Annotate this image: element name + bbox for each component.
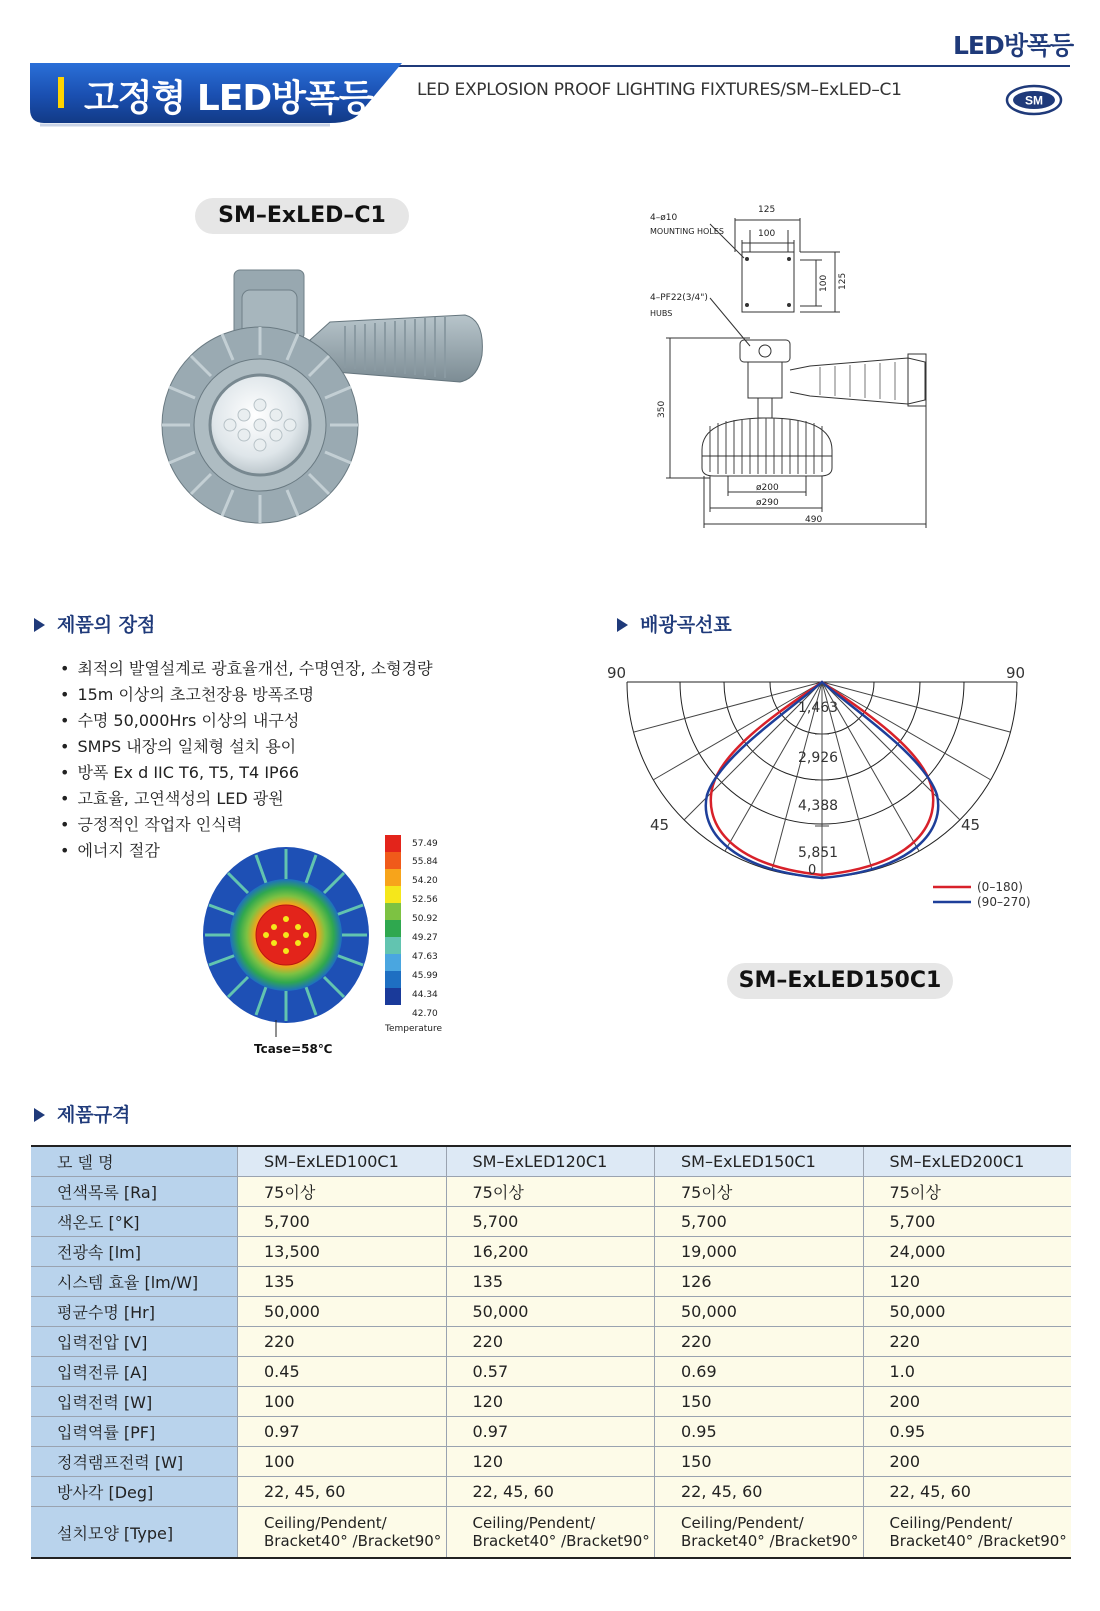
table-cell: 0.95 bbox=[655, 1417, 864, 1447]
table-cell: 75이상 bbox=[238, 1177, 447, 1207]
table-row bbox=[31, 1447, 1071, 1477]
triangle-bullet-icon bbox=[617, 618, 628, 632]
table-cell: 100 bbox=[238, 1387, 447, 1417]
list-item: • 수명 50,000Hrs 이상의 내구성 bbox=[60, 708, 433, 734]
triangle-bullet-icon bbox=[34, 1108, 45, 1122]
row-label: 설치모양 [Type] bbox=[31, 1507, 238, 1559]
scale-value: 47.63 bbox=[412, 952, 438, 962]
dim-200: ø200 bbox=[756, 483, 779, 493]
dim-100-top: 100 bbox=[758, 229, 776, 239]
category-title: LED방폭등 bbox=[953, 31, 1074, 60]
table-cell: 0.97 bbox=[446, 1417, 655, 1447]
table-cell: 120 bbox=[446, 1387, 655, 1417]
scale-value: 54.20 bbox=[412, 876, 438, 886]
title-accent-bar bbox=[58, 77, 64, 108]
table-cell: Ceiling/Pendent/ Bracket40° /Bracket90° bbox=[238, 1507, 447, 1559]
table-cell: 24,000 bbox=[863, 1237, 1071, 1267]
dim-350: 350 bbox=[657, 400, 667, 418]
page-subtitle: LED EXPLOSION PROOF LIGHTING FIXTURES/SM–ExLED–C1 bbox=[417, 80, 902, 100]
table-row bbox=[31, 1507, 1071, 1559]
scale-swatch bbox=[385, 852, 401, 869]
list-item: • 고효율, 고연색성의 LED 광원 bbox=[60, 786, 433, 812]
row-label: 입력전류 [A] bbox=[31, 1357, 238, 1387]
table-cell: 150 bbox=[655, 1387, 864, 1417]
tcase-label: Tcase=58℃ bbox=[254, 1042, 333, 1056]
angle-label: 45 bbox=[961, 816, 981, 834]
table-cell: 19,000 bbox=[655, 1237, 864, 1267]
legend-label: (90–270) bbox=[977, 895, 1031, 909]
dimension-drawing bbox=[640, 200, 960, 540]
row-label: 연색목록 [Ra] bbox=[31, 1177, 238, 1207]
list-item: • 긍정적인 작업자 인식력 bbox=[60, 812, 433, 838]
table-row bbox=[31, 1387, 1071, 1417]
dim-hubs: 4–PF22(3/4") bbox=[650, 293, 708, 303]
table-cell: 22, 45, 60 bbox=[863, 1477, 1071, 1507]
table-cell: 22, 45, 60 bbox=[446, 1477, 655, 1507]
table-cell: 0.97 bbox=[238, 1417, 447, 1447]
table-row bbox=[31, 1417, 1071, 1447]
scale-swatch bbox=[385, 869, 401, 886]
row-label: 정격램프전력 [W] bbox=[31, 1447, 238, 1477]
triangle-bullet-icon bbox=[34, 618, 45, 632]
angle-label: 45 bbox=[650, 816, 670, 834]
table-cell: 126 bbox=[655, 1267, 864, 1297]
table-cell: 1.0 bbox=[863, 1357, 1071, 1387]
row-label: 색온도 [°K] bbox=[31, 1207, 238, 1237]
row-label: 입력전압 [V] bbox=[31, 1327, 238, 1357]
list-item: • 에너지 절감 bbox=[60, 838, 433, 864]
spec-table bbox=[31, 1145, 1071, 1559]
table-cell: 75이상 bbox=[446, 1177, 655, 1207]
list-item: • 최적의 발열설계로 광효율개선, 수명연장, 소형경량 bbox=[60, 656, 433, 682]
table-cell: 200 bbox=[863, 1387, 1071, 1417]
table-cell: 150 bbox=[655, 1447, 864, 1477]
chart-legend bbox=[933, 880, 1031, 909]
table-cell: 22, 45, 60 bbox=[238, 1477, 447, 1507]
table-row bbox=[31, 1357, 1071, 1387]
row-label: 전광속 [lm] bbox=[31, 1237, 238, 1267]
table-row bbox=[31, 1477, 1071, 1507]
scale-caption: Temperature bbox=[385, 1024, 443, 1034]
table-cell: 120 bbox=[863, 1267, 1071, 1297]
scale-swatch bbox=[385, 920, 401, 937]
scale-swatch bbox=[385, 886, 401, 903]
table-cell: 50,000 bbox=[655, 1297, 864, 1327]
table-cell: Ceiling/Pendent/ Bracket40° /Bracket90° bbox=[863, 1507, 1071, 1559]
dim-290: ø290 bbox=[756, 498, 779, 508]
table-row bbox=[31, 1327, 1071, 1357]
ring-label: 2,926 bbox=[798, 750, 839, 766]
scale-value: 52.56 bbox=[412, 895, 438, 905]
table-row bbox=[31, 1297, 1071, 1327]
table-cell: 16,200 bbox=[446, 1237, 655, 1267]
page-title: 고정형 LED방폭등 bbox=[84, 78, 373, 119]
scale-swatch bbox=[385, 971, 401, 988]
table-row bbox=[31, 1237, 1071, 1267]
advantages-list bbox=[60, 656, 433, 864]
table-cell: 50,000 bbox=[238, 1297, 447, 1327]
table-cell: 135 bbox=[238, 1267, 447, 1297]
product-model-pill: SM–ExLED–C1 bbox=[195, 198, 409, 234]
table-row bbox=[31, 1267, 1071, 1297]
dim-125-side: 125 bbox=[838, 272, 848, 290]
table-cell: 50,000 bbox=[863, 1297, 1071, 1327]
table-cell: 22, 45, 60 bbox=[655, 1477, 864, 1507]
row-label: 평균수명 [Hr] bbox=[31, 1297, 238, 1327]
scale-swatch bbox=[385, 835, 401, 852]
table-header-label: 모 델 명 bbox=[31, 1146, 238, 1177]
table-header-cell: SM–ExLED120C1 bbox=[446, 1146, 655, 1177]
scale-value: 49.27 bbox=[412, 933, 438, 943]
zero-label: 0 bbox=[808, 863, 817, 878]
scale-swatch bbox=[385, 937, 401, 954]
table-cell: 75이상 bbox=[863, 1177, 1071, 1207]
angle-label: 90 bbox=[607, 664, 627, 682]
table-cell: 0.45 bbox=[238, 1357, 447, 1387]
table-cell: 0.57 bbox=[446, 1357, 655, 1387]
ring-label: 1,463 bbox=[798, 700, 839, 716]
table-cell: 0.69 bbox=[655, 1357, 864, 1387]
table-cell: Ceiling/Pendent/ Bracket40° /Bracket90° bbox=[446, 1507, 655, 1559]
specs-heading: 제품규격 bbox=[34, 1100, 130, 1127]
scale-value: 50.92 bbox=[412, 914, 438, 924]
table-cell: 200 bbox=[863, 1447, 1071, 1477]
table-cell: Ceiling/Pendent/ Bracket40° /Bracket90° bbox=[655, 1507, 864, 1559]
advantages-heading: 제품의 장점 bbox=[34, 610, 155, 637]
table-cell: 120 bbox=[446, 1447, 655, 1477]
sm-logo bbox=[1005, 84, 1063, 116]
row-label: 방사각 [Deg] bbox=[31, 1477, 238, 1507]
table-cell: 220 bbox=[238, 1327, 447, 1357]
table-cell: 5,700 bbox=[446, 1207, 655, 1237]
table-cell: 0.95 bbox=[863, 1417, 1071, 1447]
product-photo bbox=[160, 260, 500, 510]
table-cell: 13,500 bbox=[238, 1237, 447, 1267]
ring-label: 4,388 bbox=[798, 798, 839, 814]
row-label: 시스템 효율 [lm/W] bbox=[31, 1267, 238, 1297]
photometric-heading: 배광곡선표 bbox=[617, 610, 732, 637]
table-cell: 135 bbox=[446, 1267, 655, 1297]
temperature-scale bbox=[385, 835, 401, 1005]
table-cell: 220 bbox=[446, 1327, 655, 1357]
logo-text: SM bbox=[1025, 93, 1043, 108]
table-cell: 220 bbox=[655, 1327, 864, 1357]
scale-value: 55.84 bbox=[412, 857, 438, 867]
dim-490: 490 bbox=[805, 515, 823, 525]
photometric-chart bbox=[607, 664, 1060, 920]
legend-label: (0–180) bbox=[977, 880, 1023, 894]
row-label: 입력역률 [PF] bbox=[31, 1417, 238, 1447]
table-header-cell: SM–ExLED150C1 bbox=[655, 1146, 864, 1177]
dim-mounting-holes-caption: MOUNTING HOLES bbox=[650, 227, 724, 236]
dim-100-side: 100 bbox=[819, 274, 829, 292]
scale-value: 57.49 bbox=[412, 839, 438, 849]
scale-swatch bbox=[385, 954, 401, 971]
dim-125-top: 125 bbox=[758, 205, 776, 215]
thermal-simulation bbox=[200, 835, 475, 1075]
list-item: • 15m 이상의 초고천장용 방폭조명 bbox=[60, 682, 433, 708]
table-cell: 5,700 bbox=[238, 1207, 447, 1237]
dim-hubs-caption: HUBS bbox=[650, 309, 673, 318]
table-header-row bbox=[31, 1146, 1071, 1177]
row-label: 입력전력 [W] bbox=[31, 1387, 238, 1417]
table-header-cell: SM–ExLED100C1 bbox=[238, 1146, 447, 1177]
dim-mounting-holes: 4–ø10 bbox=[650, 213, 678, 223]
list-item: • SMPS 내장의 일체형 설치 용이 bbox=[60, 734, 433, 760]
table-cell: 100 bbox=[238, 1447, 447, 1477]
table-row bbox=[31, 1177, 1071, 1207]
table-cell: 5,700 bbox=[863, 1207, 1071, 1237]
scale-value: 45.99 bbox=[412, 971, 438, 981]
list-item: • 방폭 Ex d IIC T6, T5, T4 IP66 bbox=[60, 760, 433, 786]
table-cell: 50,000 bbox=[446, 1297, 655, 1327]
scale-swatch bbox=[385, 903, 401, 920]
table-row bbox=[31, 1207, 1071, 1237]
ring-label: 5,851 bbox=[798, 845, 839, 861]
table-header-cell: SM–ExLED200C1 bbox=[863, 1146, 1071, 1177]
table-cell: 220 bbox=[863, 1327, 1071, 1357]
scale-swatch bbox=[385, 988, 401, 1005]
scale-value: 44.34 bbox=[412, 990, 438, 1000]
photometric-model-pill: SM–ExLED150C1 bbox=[727, 963, 953, 999]
angle-label: 90 bbox=[1006, 664, 1026, 682]
scale-value: 42.70 bbox=[412, 1009, 438, 1019]
table-cell: 5,700 bbox=[655, 1207, 864, 1237]
table-cell: 75이상 bbox=[655, 1177, 864, 1207]
